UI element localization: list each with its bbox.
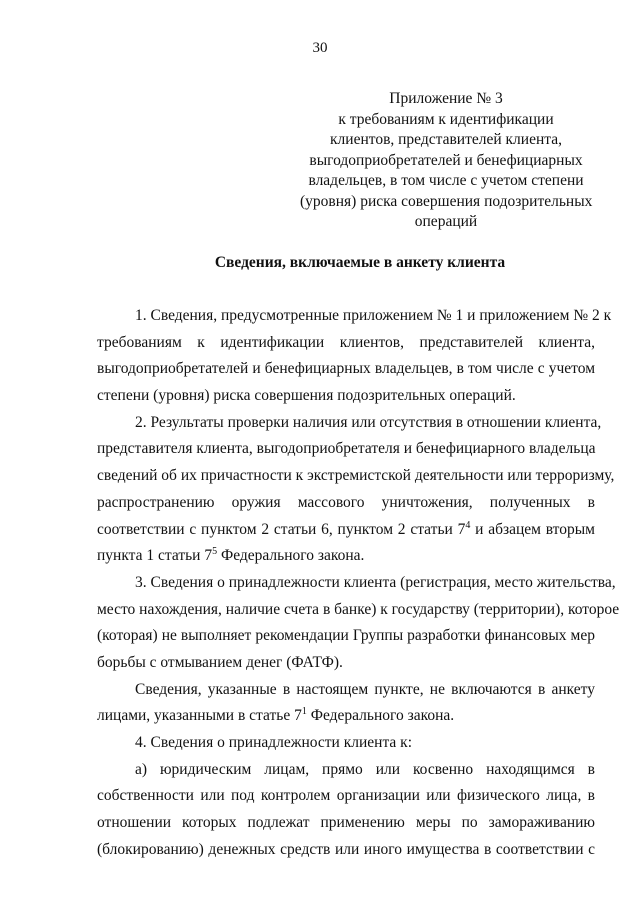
appendix-line: (уровня) риска совершения подозрительных [300, 192, 593, 210]
footnote-superscript: 5 [212, 546, 218, 558]
text-line: 1. Сведения, предусмотренные приложением № 1 и приложением № 2 к [135, 307, 612, 324]
text-segment: лицами, указанными в статье 7 [97, 707, 302, 725]
footnote-superscript: 1 [301, 706, 307, 718]
text-line: распространению оружия массового уничтожения, полученных в [97, 493, 595, 511]
text-line: 4. Сведения о принадлежности клиента к: [135, 734, 412, 751]
text-segment: Федерального закона. [217, 547, 365, 565]
document-title: Сведения, включаемые в анкету клиента [214, 254, 506, 271]
text-line: выгодоприобретателей и бенефициарных владельцев, в том числе с учетом [97, 360, 595, 378]
text-line: борьбы с отмыванием денег (ФАТФ). [97, 653, 343, 671]
text-line: представителя клиента, выгодоприобретателя и бенефициарного владельца [97, 440, 596, 458]
footnote-superscript: 4 [465, 519, 471, 531]
text-line: требованиям к идентификации клиентов, представителей клиента, [97, 333, 595, 351]
text-segment: и абзацем вторым [470, 520, 595, 538]
appendix-line: Приложение № 3 [389, 90, 503, 107]
document-body [97, 303, 620, 863]
text-line [97, 543, 595, 570]
text-line [97, 517, 595, 544]
appendix-line: владельцев, в том числе с учетом степени [308, 172, 584, 189]
appendix-heading [300, 89, 592, 233]
appendix-line: операций [414, 213, 478, 230]
text-line: (блокированию) денежных средств или иного имущества в соответствии с [97, 840, 595, 858]
text-segment: соответствии с пунктом 2 статьи 6, пунктом 2 статьи 7 [97, 520, 466, 538]
text-line: 3. Сведения о принадлежности клиента (регистрация, место жительства, [135, 573, 616, 591]
text-line: степени (уровня) риска совершения подозрительных операций. [97, 387, 516, 405]
text-line [97, 703, 595, 730]
text-segment: Федерального закона. [306, 707, 455, 725]
text-line: Сведения, указанные в настоящем пункте, не включаются в анкету [135, 680, 595, 698]
appendix-line: клиентов, представителей клиента, [330, 131, 562, 148]
text-line: собственности или под контролем организации или физического лица, в [97, 787, 595, 805]
text-line: сведений об их причастности к экстремистской деятельности или терроризму, [97, 467, 615, 485]
text-line: (которая) не выполняет рекомендации Группы разработки финансовых мер [97, 627, 595, 645]
text-line: а) юридическим лицам, прямо или косвенно находящимся в [135, 760, 595, 778]
page-number: 30 [312, 40, 328, 56]
text-line: 2. Результаты проверки наличия или отсутствия в отношении клиента, [135, 413, 602, 431]
appendix-line: выгодоприобретателей и бенефициарных [309, 151, 583, 169]
text-segment: пункта 1 статьи 7 [97, 547, 213, 565]
text-line: место нахождения, наличие счета в банке) к государству (территории), которое [97, 600, 620, 618]
appendix-line: к требованиям к идентификации [338, 110, 554, 128]
text-line: отношении которых подлежат применению меры по замораживанию [97, 814, 595, 832]
